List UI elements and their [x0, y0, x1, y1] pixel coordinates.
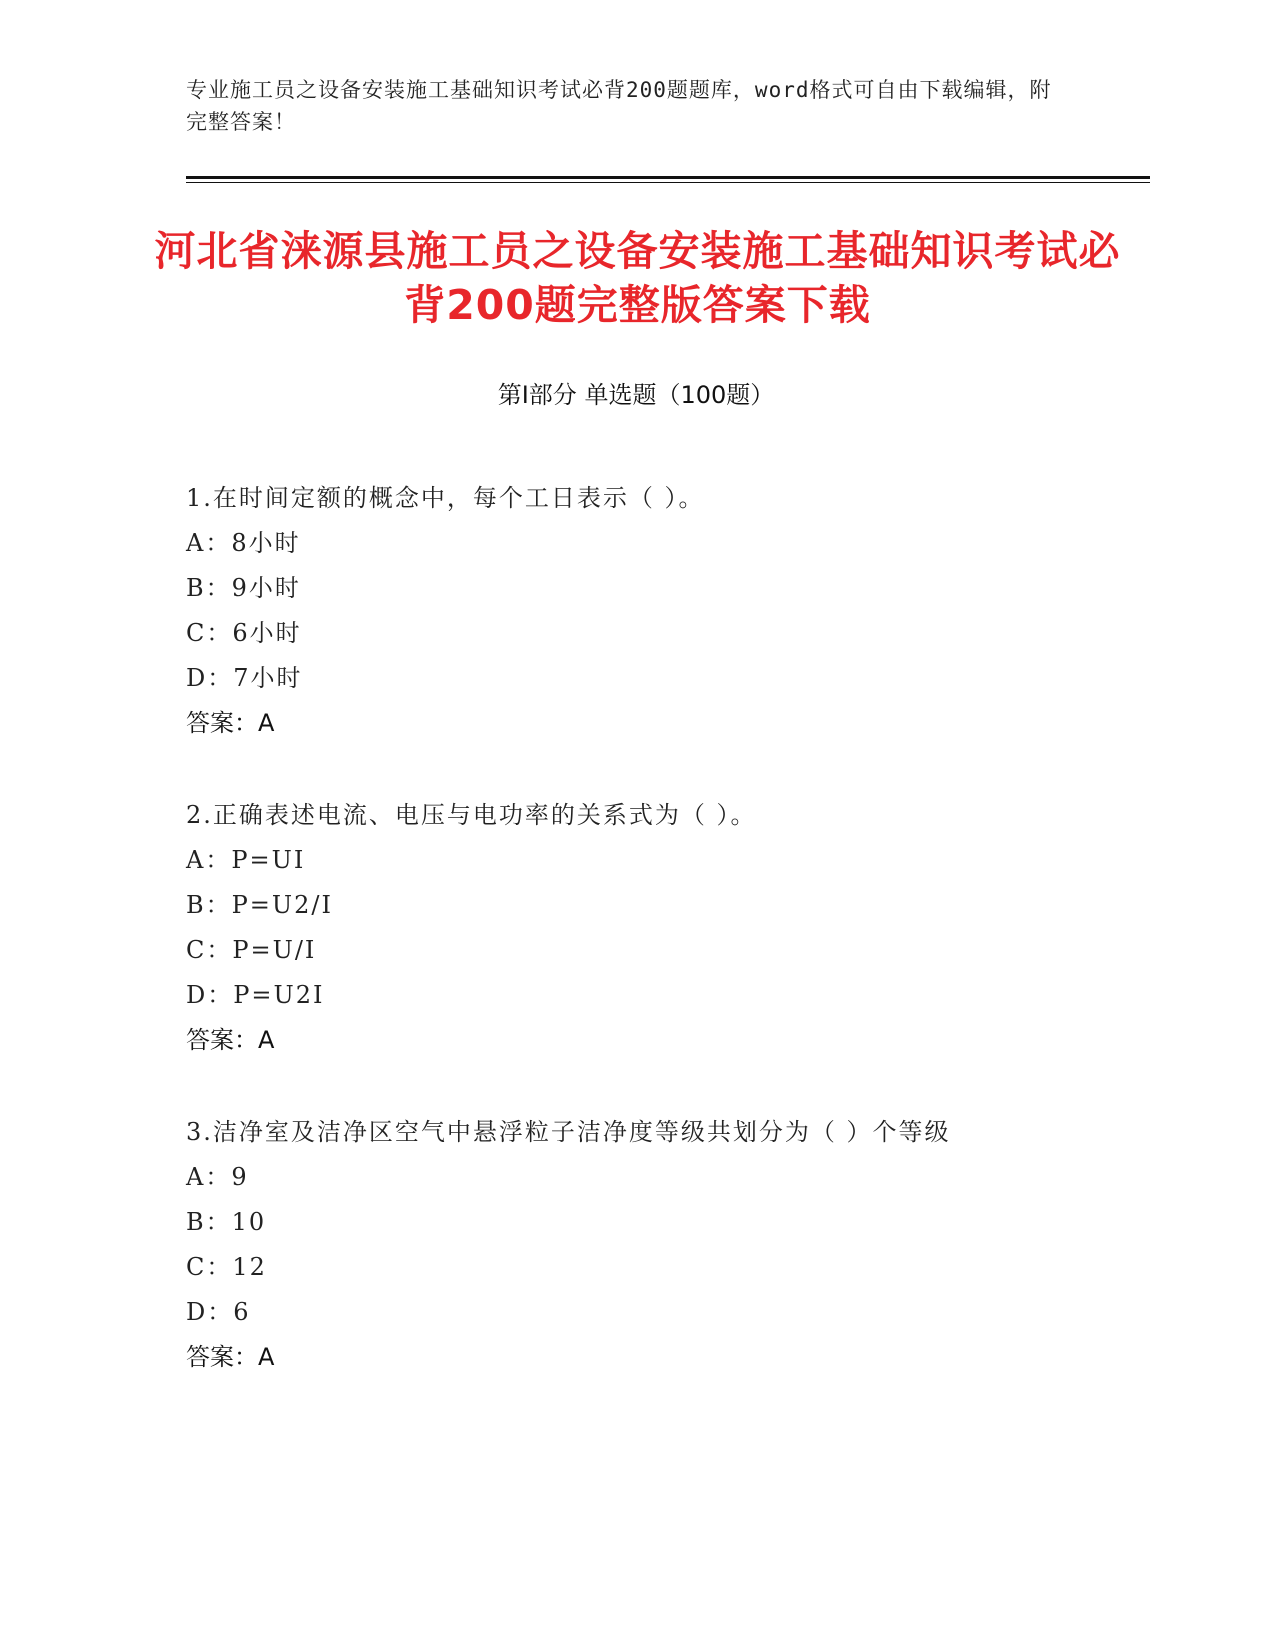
question-stem: 2.正确表述电流、电压与电功率的关系式为（ ）。	[186, 801, 757, 829]
option-c: C：6小时	[186, 619, 302, 647]
option-c: C：P=U/I	[186, 936, 317, 964]
answer-line: 答案：A	[186, 1026, 275, 1054]
header-note: 专业施工员之设备安装施工基础知识考试必背200题题库，word格式可自由下载编辑，附完整答案！	[186, 78, 1052, 134]
option-b: B：P=U2/I	[186, 891, 333, 919]
option-b: B：9小时	[186, 574, 301, 602]
option-a: A：9	[186, 1163, 249, 1191]
question-block	[186, 793, 1136, 1063]
option-a: A：8小时	[186, 529, 301, 557]
option-c: C：12	[186, 1253, 267, 1281]
question-stem: 1.在时间定额的概念中，每个工日表示（ ）。	[186, 484, 705, 512]
question-stem: 3.洁净室及洁净区空气中悬浮粒子洁净度等级共划分为（ ）个等级	[186, 1118, 951, 1146]
header-divider-thick	[186, 176, 1150, 179]
document-title: 河北省涞源县施工员之设备安装施工基础知识考试必背200题完整版答案下载	[154, 227, 1121, 329]
option-d: D：P=U2I	[186, 981, 325, 1009]
option-d: D：7小时	[186, 664, 303, 692]
question-block	[186, 1110, 1136, 1380]
answer-line: 答案：A	[186, 1343, 275, 1371]
option-b: B：10	[186, 1208, 267, 1236]
section-heading: 第Ⅰ部分 单选题（100题）	[497, 381, 775, 409]
option-a: A：P=UI	[186, 846, 306, 874]
header-divider-thin	[186, 182, 1150, 183]
option-d: D：6	[186, 1298, 251, 1326]
question-block	[186, 476, 1136, 746]
answer-line: 答案：A	[186, 709, 275, 737]
